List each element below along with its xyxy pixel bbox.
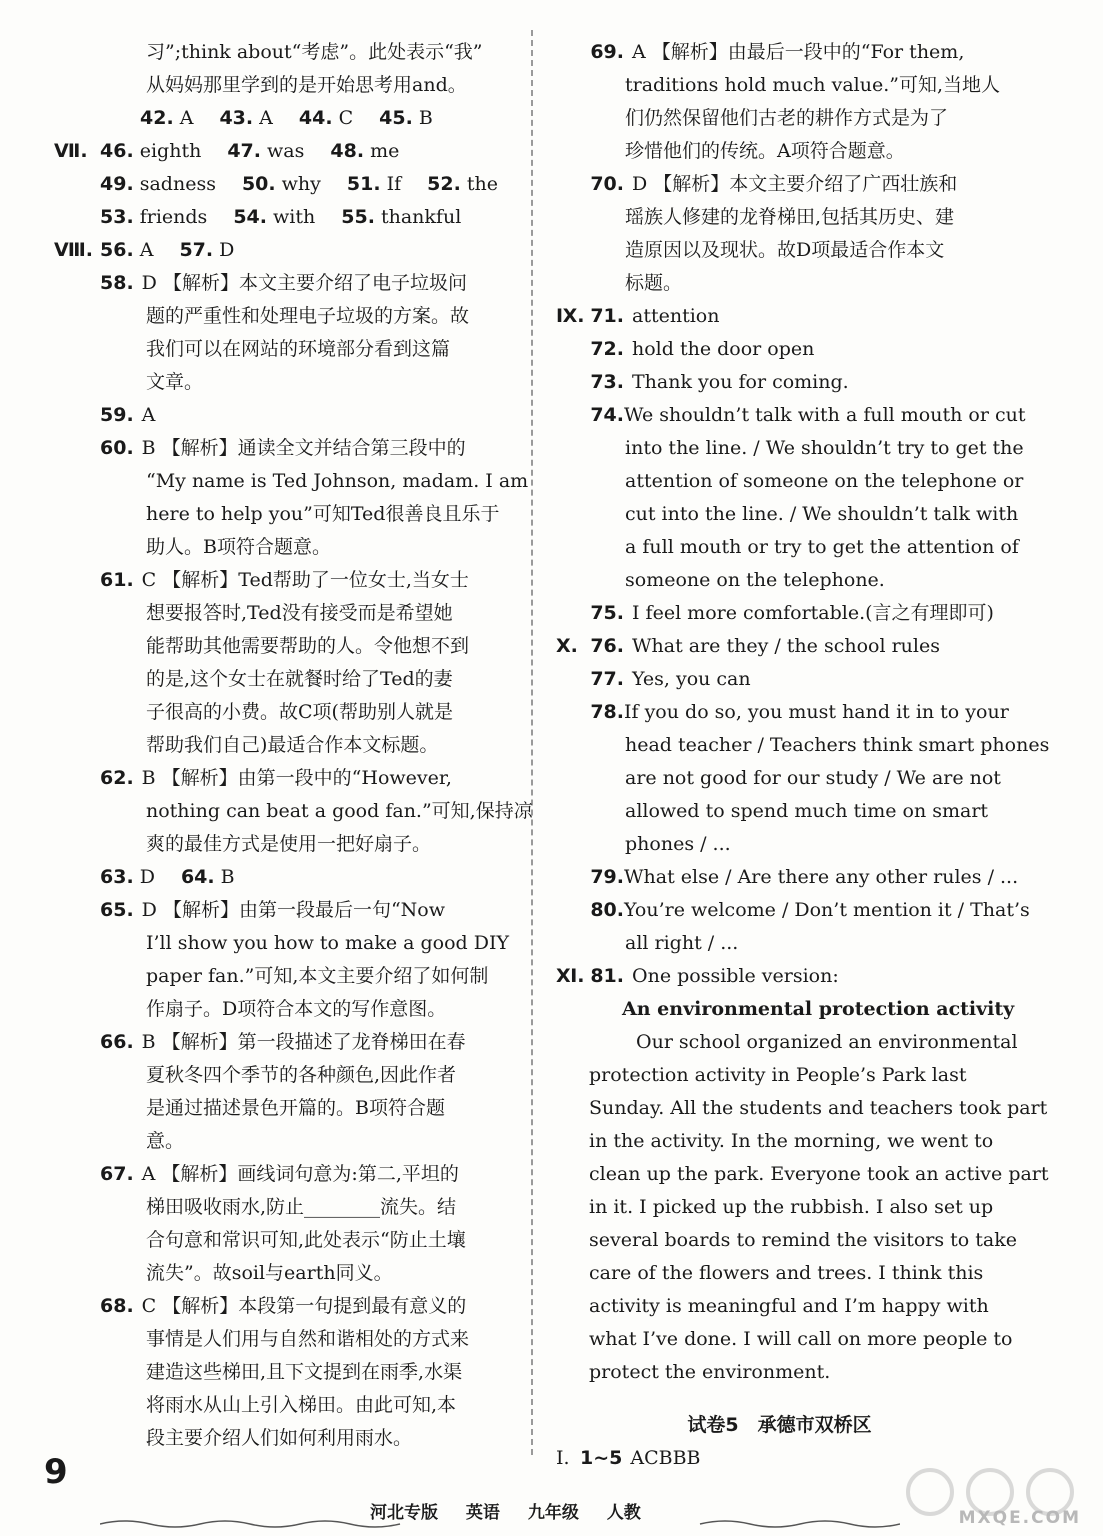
text-line: 意。 xyxy=(146,1130,185,1152)
answer-text: B 【解析】第一段描述了龙脊梯田在春 xyxy=(141,1031,466,1053)
text-line: attention of someone on the telephone or xyxy=(625,470,1024,492)
question-58 xyxy=(100,267,510,300)
text-line: are not good for our study / We are not xyxy=(625,767,1001,789)
question-number: 42. xyxy=(140,107,174,129)
essay-line: Our school organized an environmental xyxy=(636,1031,1018,1053)
answer-text: D 【解析】本文主要介绍了电子垃圾问 xyxy=(141,272,467,294)
question-80 xyxy=(556,894,1030,927)
answer: B xyxy=(418,107,433,129)
answer: the xyxy=(466,173,499,195)
answer-text: B 【解析】由第一段中的“However, xyxy=(141,767,452,789)
question-number: 72. xyxy=(590,338,624,360)
question-number: 73. xyxy=(590,371,624,393)
question-number: 59. xyxy=(100,404,134,426)
question-68 xyxy=(100,1290,510,1323)
answer-text: If you do so, you must hand it in to your xyxy=(624,701,1009,723)
question-62 xyxy=(100,762,510,795)
question-number: 80. xyxy=(590,899,624,921)
answer: why xyxy=(281,173,321,195)
question-79 xyxy=(556,861,1019,894)
section-label: Ⅹ. xyxy=(556,635,578,657)
footer-wave-decoration xyxy=(100,1516,900,1532)
answer-text: What else / Are there any other rules / ... xyxy=(624,866,1019,888)
text-line: nothing can beat a good fan.”可知,保持凉 xyxy=(146,800,533,822)
answer-text: B 【解析】通读全文并结合第三段中的 xyxy=(141,437,466,459)
text-line: 夏秋冬四个季节的各种颜色,因此作者 xyxy=(146,1064,457,1086)
text-line: head teacher / Teachers think smart phones xyxy=(625,734,1050,756)
section-label: Ⅶ. xyxy=(54,140,88,162)
answer: D xyxy=(219,239,235,261)
text-line: 能帮助其他需要帮助的人。令他想不到 xyxy=(146,635,470,657)
question-77 xyxy=(556,663,1003,696)
section-8-row xyxy=(54,234,510,267)
question-number: 54. xyxy=(233,206,267,228)
question-number: 57. xyxy=(179,239,214,261)
question-number: 66. xyxy=(100,1031,134,1053)
question-61 xyxy=(100,564,510,597)
answer-row-42-45 xyxy=(100,102,510,135)
answer: sadness xyxy=(139,173,216,195)
answer-text: D 【解析】由第一段最后一句“Now xyxy=(141,899,445,921)
question-number: 65. xyxy=(100,899,134,921)
answer-text: D 【解析】本文主要介绍了广西壮族和 xyxy=(632,173,958,195)
edition: 河北专版 xyxy=(370,1503,438,1523)
question-number: 43. xyxy=(219,107,254,129)
answer-text: What are they / the school rules xyxy=(632,635,940,657)
text-line: paper fan.”可知,本文主要介绍了如何制 xyxy=(146,965,489,987)
page-number: 9 xyxy=(44,1452,68,1492)
question-number: 61. xyxy=(100,569,134,591)
text-line: 合句意和常识可知,此处表示“防止土壤 xyxy=(146,1229,466,1251)
text-line: phones / ... xyxy=(625,833,731,855)
question-75 xyxy=(556,597,1003,630)
text-line: 瑶族人修建的龙脊梯田,包括其历史、建 xyxy=(625,206,955,228)
text-line: 子很高的小费。故C项(帮助别人就是 xyxy=(146,701,453,723)
question-number: 62. xyxy=(100,767,134,789)
right-column xyxy=(556,36,1050,1475)
text-line: allowed to spend much time on smart xyxy=(625,800,989,822)
left-column xyxy=(54,36,533,1455)
question-number: 64. xyxy=(180,866,215,888)
text-line: 们仍然保留他们古老的耕作方式是为了 xyxy=(625,107,949,129)
question-number: 81. xyxy=(590,965,624,987)
question-65 xyxy=(100,894,510,927)
question-number: 46. xyxy=(100,140,134,162)
question-81 xyxy=(556,960,1003,993)
section-7-row-2 xyxy=(100,168,510,201)
question-70 xyxy=(556,168,1003,201)
question-66 xyxy=(100,1026,510,1059)
text-line: 梯田吸收雨水,防止________流失。结 xyxy=(146,1196,457,1218)
answer: D xyxy=(139,866,155,888)
text-line: 的是,这个女士在就餐时给了Ted的妻 xyxy=(146,668,453,690)
text-line: 文章。 xyxy=(146,371,204,393)
question-69 xyxy=(556,36,1003,69)
question-number: 50. xyxy=(241,173,276,195)
answer: C xyxy=(338,107,354,129)
text-line: 标题。 xyxy=(625,272,683,294)
question-number: 53. xyxy=(100,206,134,228)
text-line: someone on the telephone. xyxy=(625,569,885,591)
question-number: 63. xyxy=(100,866,134,888)
section-7-row-3 xyxy=(100,201,510,234)
essay-line: several boards to remind the visitors to take xyxy=(589,1229,1018,1251)
answer-text: I feel more comfortable.(言之有理即可) xyxy=(632,602,994,624)
text-line: 爽的最佳方式是使用一把好扇子。 xyxy=(146,833,432,855)
section-label: Ⅸ. xyxy=(556,305,585,327)
answer: friends xyxy=(139,206,208,228)
text-line: a full mouth or try to get the attention of xyxy=(625,536,1019,558)
essay-line: in the activity. In the morning, we went to xyxy=(589,1130,994,1152)
text-line: 流失”。故soil与earth同义。 xyxy=(146,1262,393,1284)
question-number: 47. xyxy=(227,140,261,162)
text-line: traditions hold much value.”可知,当地人 xyxy=(625,74,1000,96)
essay-line: what I’ve done. I will call on more people to xyxy=(589,1328,1013,1350)
text-line: 习”;think about“考虑”。此处表示“我” xyxy=(146,41,483,63)
question-number: 56. xyxy=(100,239,134,261)
answer-text: We shouldn’t talk with a full mouth or cut xyxy=(624,404,1026,426)
text-line: 造原因以及现状。故D项最适合作本文 xyxy=(625,239,945,261)
answer-text: hold the door open xyxy=(632,338,815,360)
answer: thankful xyxy=(380,206,462,228)
question-number: 60. xyxy=(100,437,134,459)
question-number: 71. xyxy=(590,305,624,327)
section-label: Ⅺ. xyxy=(556,965,585,987)
text-line: 助人。B项符合题意。 xyxy=(146,536,331,558)
text-line: 想要报答时,Ted没有接受而是希望她 xyxy=(146,602,453,624)
question-number: 76. xyxy=(590,635,624,657)
question-number: 70. xyxy=(590,173,624,195)
text-line: into the line. / We shouldn’t try to get the xyxy=(625,437,1024,459)
question-number: 45. xyxy=(379,107,413,129)
text-line: 从妈妈那里学到的是开始思考用and。 xyxy=(146,74,467,96)
question-59 xyxy=(100,399,510,432)
text-line: 我们可以在网站的环境部分看到这篇 xyxy=(146,338,451,360)
text-line: 事情是人们用与自然和谐相处的方式来 xyxy=(146,1328,470,1350)
question-number: 52. xyxy=(427,173,461,195)
answer-text: You’re welcome / Don’t mention it / That’s xyxy=(624,899,1030,921)
paper-title: 试卷5 承德市双桥区 xyxy=(687,1414,872,1436)
column-divider xyxy=(531,30,533,1455)
question-60 xyxy=(100,432,510,465)
essay-line: protection activity in People’s Park last xyxy=(589,1064,967,1086)
answer: A xyxy=(259,107,273,129)
answer-row-63-64 xyxy=(100,861,510,894)
essay-line: protect the environment. xyxy=(589,1361,831,1383)
text-line: all right / ... xyxy=(625,932,739,954)
question-number: 67. xyxy=(100,1163,134,1185)
section-label: Ⅰ. xyxy=(556,1447,570,1469)
question-number: 48. xyxy=(330,140,365,162)
text-line: 建造这些梯田,且下文提到在雨季,水渠 xyxy=(146,1361,463,1383)
answer-text: Yes, you can xyxy=(632,668,751,690)
essay-line: activity is meaningful and I’m happy with xyxy=(589,1295,989,1317)
answer: If xyxy=(386,173,402,195)
question-74 xyxy=(556,399,1026,432)
essay-line: clean up the park. Everyone took an active part xyxy=(589,1163,1049,1185)
text-line: 珍惜他们的传统。A项符合题意。 xyxy=(625,140,905,162)
answer: ACBBB xyxy=(630,1447,701,1469)
question-number: 68. xyxy=(100,1295,134,1317)
answer-text: C 【解析】本段第一句提到最有意义的 xyxy=(141,1295,467,1317)
answer-text: C 【解析】Ted帮助了一位女士,当女士 xyxy=(141,569,469,591)
question-number: 69. xyxy=(590,41,624,63)
answer-text: A 【解析】由最后一段中的“For them, xyxy=(632,41,965,63)
question-number: 77. xyxy=(590,668,624,690)
answer-text: A 【解析】画线词句意为:第二,平坦的 xyxy=(141,1163,459,1185)
text-line: 题的严重性和处理电子垃圾的方案。故 xyxy=(146,305,470,327)
essay-line: in it. I picked up the rubbish. I also set up xyxy=(589,1196,994,1218)
answer: me xyxy=(370,140,400,162)
text-line: cut into the line. / We shouldn’t talk with xyxy=(625,503,1019,525)
answer: with xyxy=(273,206,316,228)
subject: 英语 xyxy=(465,1503,500,1523)
question-number: 75. xyxy=(590,602,624,624)
question-71 xyxy=(556,300,1003,333)
text-line: I’ll show you how to make a good DIY xyxy=(146,932,510,954)
text-line: 帮助我们自己)最适合作本文标题。 xyxy=(146,734,439,756)
question-78 xyxy=(556,696,1009,729)
section-7-row-1 xyxy=(54,135,510,168)
watermark-text: MXQE.COM xyxy=(958,1508,1081,1528)
question-number: 58. xyxy=(100,272,134,294)
question-number: 55. xyxy=(341,206,375,228)
question-76 xyxy=(556,630,1003,663)
question-number: 79. xyxy=(590,866,624,888)
question-number: 44. xyxy=(298,107,333,129)
publisher: 人教 xyxy=(606,1503,641,1523)
text-line: 段主要介绍人们如何利用雨水。 xyxy=(146,1427,413,1449)
question-number: 51. xyxy=(346,173,381,195)
question-73 xyxy=(556,366,1003,399)
answer-text: A xyxy=(141,404,156,426)
answer-text: Thank you for coming. xyxy=(632,371,849,393)
answer: B xyxy=(220,866,235,888)
essay-line: care of the flowers and trees. I think this xyxy=(589,1262,984,1284)
text-line: 作扇子。D项符合本文的写作意图。 xyxy=(146,998,447,1020)
question-number: 74. xyxy=(590,404,624,426)
question-number: 1~5 xyxy=(580,1447,623,1469)
text-line: 将雨水从山上引入梯田。由此可知,本 xyxy=(146,1394,457,1416)
answer-text: attention xyxy=(632,305,720,327)
text-line: 是通过描述景色开篇的。B项符合题 xyxy=(146,1097,445,1119)
answer: A xyxy=(139,239,154,261)
text-line: “My name is Ted Johnson, madam. I am xyxy=(146,470,529,492)
text-line: here to help you”可知Ted很善良且乐于 xyxy=(146,503,500,525)
answer: A xyxy=(179,107,194,129)
question-number: 49. xyxy=(100,173,134,195)
grade: 九年级 xyxy=(527,1503,579,1523)
question-number: 78. xyxy=(590,701,624,723)
answer: was xyxy=(267,140,305,162)
answer-text: One possible version: xyxy=(632,965,839,987)
essay-line: Sunday. All the students and teachers took part xyxy=(589,1097,1048,1119)
section-label: Ⅷ. xyxy=(54,239,93,261)
question-72 xyxy=(556,333,1003,366)
answer: eighth xyxy=(139,140,202,162)
essay-title: An environmental protection activity xyxy=(622,998,1015,1020)
question-67 xyxy=(100,1158,510,1191)
